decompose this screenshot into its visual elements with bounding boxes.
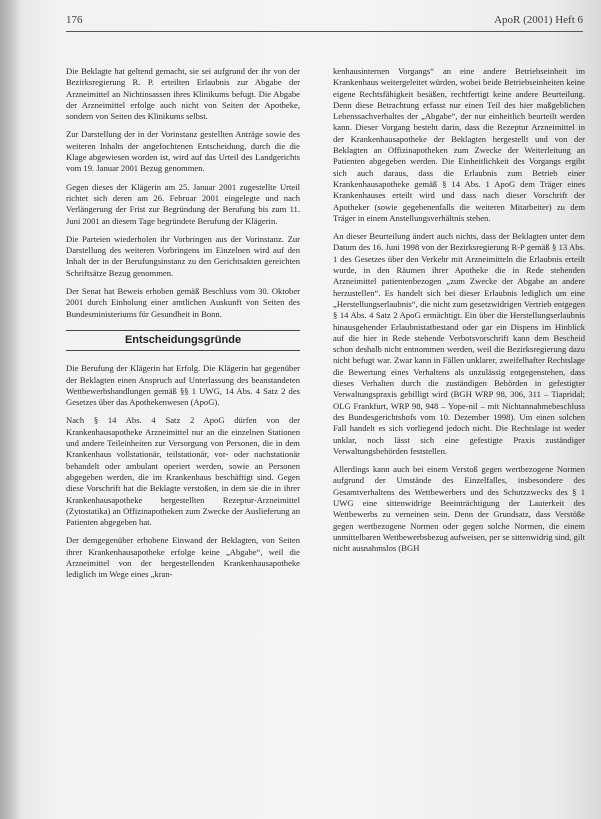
paragraph: Gegen dieses der Klägerin am 25. Januar 2001 zugestellte Urteil richtet sich deren am 26. Februar 2001 eingelegte und nach Verlängerung der Frist zur Begründung der Berufung bis zum 11. Juni 2001 an diesem Tage begründete Berufung der Klägerin. xyxy=(66,181,300,226)
page-header xyxy=(66,14,583,30)
paragraph: Der Senat hat Beweis erhoben gemäß Beschluss vom 30. Oktober 2001 durch Einholung einer amtlichen Auskunft von Seiten des Bundesministeriums für Gesundheit in Bonn. xyxy=(66,286,300,319)
journal-reference: ApoR (2001) Heft 6 xyxy=(494,14,583,26)
paragraph: kenhausinternen Vorgangs“ an eine andere Betriebseinheit im Krankenhaus weitergeleitet würden, wobei beide Betriebseinheiten keine eigene Rechtsfähigkeit besäßen, rechtfertigt keine andere Beurteilung. Denn diese Betrachtung erfasst nur einen Teil des hier maßgeblichen Lebenssachverhaltes der „Abgabe“, der nur einheitlich beurteilt werden kann. Dieser Vorgang besteht darin, dass die Rezeptur Arzneimittel in der Krankenhausapotheke der Beklagten hergestellt und von der Beklagten an Offizinapotheken zum Zwecke der Weiterleitung an Patienten abgegeben werden. Die Einheitlichkeit des Vorgangs ergibt sich auch daraus, dass die Erlaubnis zum Betrieb einer Krankenhausapotheke gemäß § 14 Abs. 1 ApoG dem Träger eines Krankenhauses erteilt wird und dass nach dieser Vorschrift der Apotheker (sowie gegebenenfalls die weiteren Mitarbeiter) zu dem Träger in einem Anstellungsverhältnis stehen. xyxy=(333,66,585,223)
paragraph: Allerdings kann auch bei einem Verstoß gegen wertbezogene Normen aufgrund der Umstände des Einzelfalles, insbesondere des Gesamtverhaltens des Wettbewerbers und des Schutzzwecks des § 1 UWG eine sittenwidrige Beeinträchtigung der Lauterkeit des Wettbewerbs zu verneinen sein. Denn der Grundsatz, dass Verstöße gegen wertbezogene Normen oder gegen solche Normen, die einem unmittelbaren Wettbewerbsbezug aufweisen, per se sittenwidrig sind, gilt nicht ausnahmslos (BGH xyxy=(333,464,585,554)
paragraph: Der demgegenüber erhobene Einwand der Beklagten, von Seiten ihrer Krankenhausapotheke erfolge keine „Abgabe“, weil die Arzneimittel von der hergestellenden Krankenhausapotheke lediglich im Wege eines „kran- xyxy=(66,535,300,580)
paragraph: Die Parteien wiederholen ihr Vorbringen aus der Vorinstanz. Zur Darstellung des weiteren Vorbringens im Einzelnen wird auf den Inhalt der in der Berufungsinstanz zu den Gerichtsakten gereichten Schriftsätze Bezug genommen. xyxy=(66,233,300,278)
paragraph: Zur Darstellung der in der Vorinstanz gestellten Anträge sowie des weiteren Inhalts der angefochtenen Entscheidung, durch die die Klage abgewiesen worden ist, wird auf das Urteil des Landgerichts vom 19. Januar 2001 Bezug genommen. xyxy=(66,129,300,174)
paragraph: Die Berufung der Klägerin hat Erfolg. Die Klägerin hat gegenüber der Beklagten einen Anspruch auf Unterlassung des beanstandeten Wettbewerbshandlungen gemäß §§ 1 UWG, 14 Abs. 4 Satz 2 des Gesetzes über das Apothekenwesen (ApoG). xyxy=(66,363,300,408)
paragraph: Die Beklagte hat geltend gemacht, sie sei aufgrund der ihr von der Bezirksregierung R. P. erteilten Erlaubnis zur Abgabe der Arzneimittel an Nichtinsassen ihres Klinikums befugt. Die Abgabe der Arzneimittel erfolge auch nicht von Seiten der Apotheke, sondern von Seiten des Klinikums selbst. xyxy=(66,66,300,122)
right-column xyxy=(333,66,585,561)
page-number: 176 xyxy=(66,14,83,26)
header-rule xyxy=(66,31,583,32)
left-column xyxy=(66,66,300,588)
paragraph: Nach § 14 Abs. 4 Satz 2 ApoG dürfen von der Krankenhausapotheke Arzneimittel nur an die einzelnen Stationen und andere Teileinheiten zur Versorgung von Personen, die in dem Krankenhaus vollstationär, teilstationär, vor- oder nachstationär behandelt oder ambulant operiert werden, sowie an Personen abgegeben werden, die im Krankenhaus beschäftigt sind. Gegen diese Vorschrift hat die Beklagte verstoßen, in dem sie die in ihrer Krankenhausapotheke hergestellten Rezeptur-Arzneimittel (Zytostatika) an Offizinapotheken zum Zwecke der Auslieferung an Patienten abgegeben hat. xyxy=(66,415,300,528)
paragraph: An dieser Beurteilung ändert auch nichts, dass der Beklagten unter dem Datum des 16. Juni 1998 von der Bezirksregierung R-P gemäß § 13 Abs. 1 des Gesetzes über den Verkehr mit Arzneimitteln die Erlaubnis erteilt wurde, in den Räumen ihrer Apotheke die in Rede stehenden Arzneimittel patientenbezogen „zum Zwecke der Abgabe an andere herzustellen“. Es handelt sich bei dieser Erlaubnis lediglich um eine „Herstellungserlaubnis“, die nicht zum gesetzwidrigen Vertrieb entgegen § 14 Abs. 4 Satz 2 ApoG ermächtigt. Ein über die Herstellungserlaubnis hinausgehender Erlaubnistatbestand oder gar ein Dispens im Hinblick auf die hier in Rede stehende Verbotsvorschrift kann dem Bescheid schon deshalb nicht entnommen werden, weil die Bezirksregierung dazu nicht befugt war. Zwar kann in Fällen unklarer, zweifelhafter Rechtslage die Bewertung eines Verhaltens als unzulässig entgegenstehen, dass dieses Verhalten durch die zuständigen Behörden in gefestigter Verwaltungspraxis gebilligt wird (BGH WRP 98, 306, 311 – Tiapridal; OLG Frankfurt, WRP 98, 948 – Yope-nil – mit Nichtannahmebeschluss des Bundesgerichtshofs vom 10. Dezember 1998). Um einen solchen Fall handelt es sich vorliegend jedoch nicht. Die Rechtslage ist weder unklar, noch lässt sich eine gefestigte Praxis zuständiger Verwaltungsbehörden feststellen. xyxy=(333,231,585,456)
binding-shadow xyxy=(0,0,22,819)
section-heading: Entscheidungsgründe xyxy=(66,330,300,351)
